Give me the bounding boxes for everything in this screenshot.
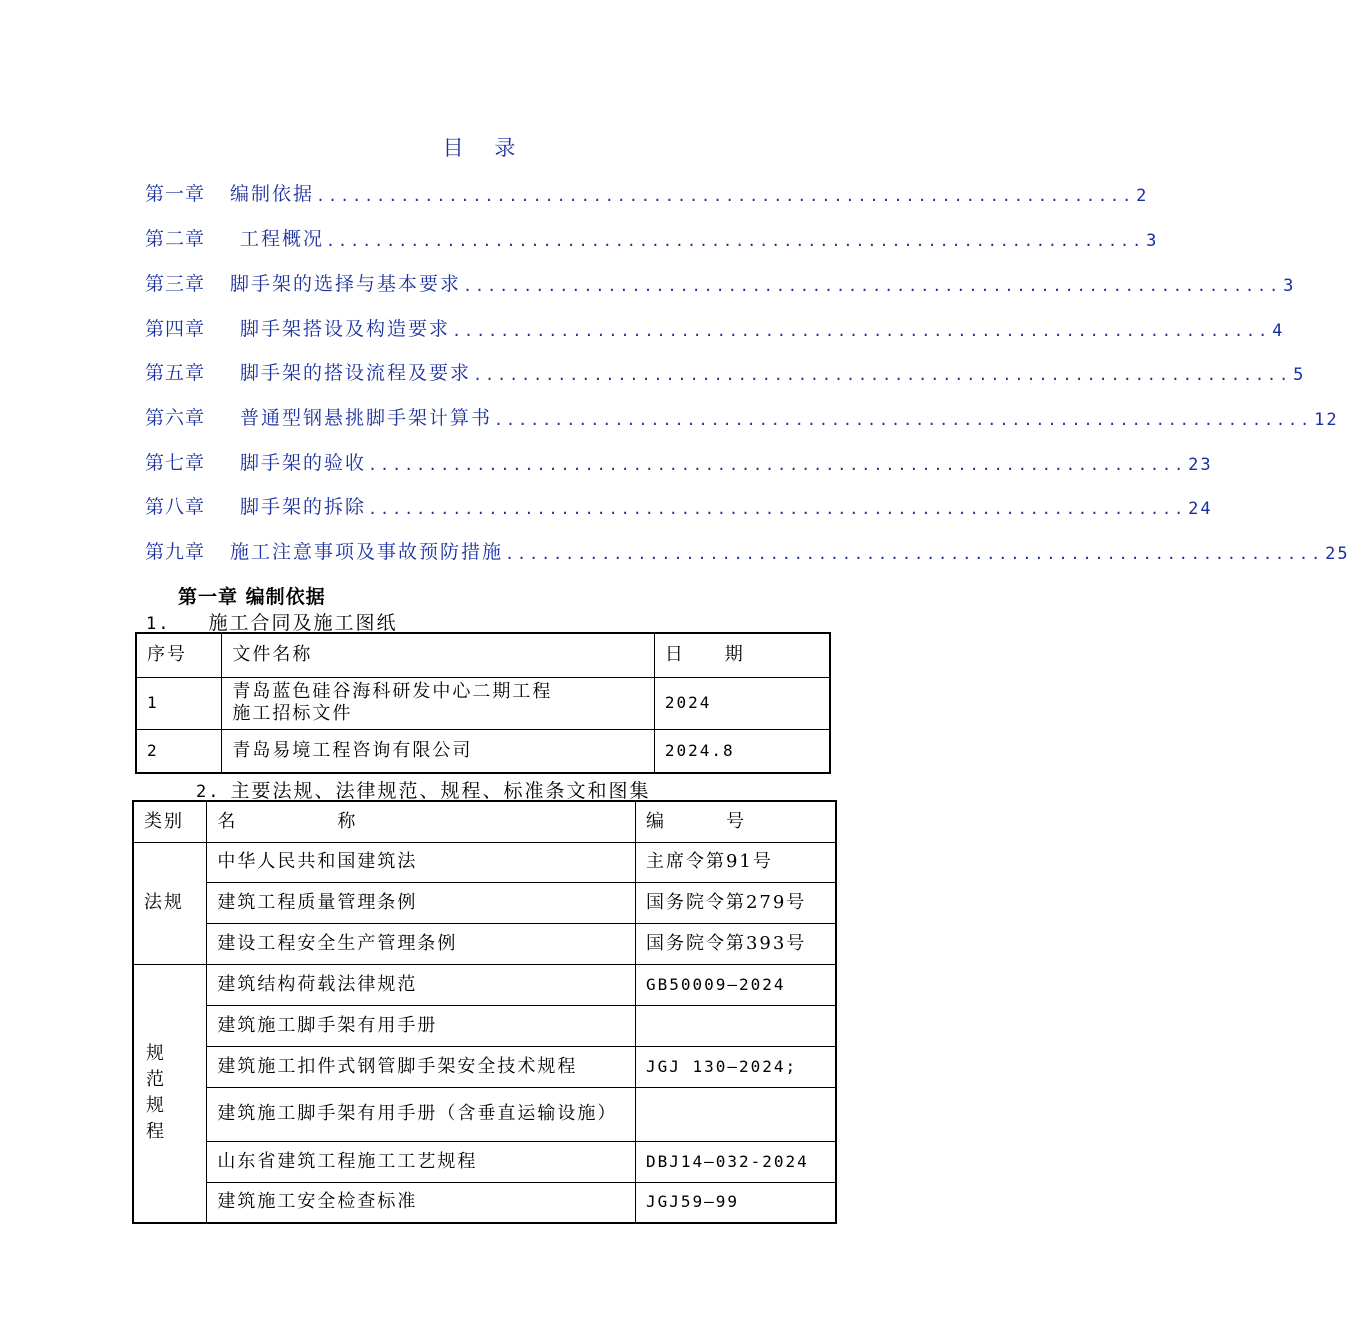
table-row bbox=[133, 964, 836, 1005]
toc-item[interactable] bbox=[145, 485, 1213, 519]
section-heading bbox=[146, 608, 398, 635]
toc-leader-dots: .................................................................... bbox=[316, 187, 1135, 205]
table-row bbox=[133, 1046, 836, 1087]
toc-chapter-title: 脚手架的拆除 bbox=[240, 496, 367, 518]
toc-page-number: 3 bbox=[1283, 276, 1296, 296]
toc-leader-dots: .................................................................... bbox=[463, 277, 1282, 295]
toc-chapter: 第七章 bbox=[145, 452, 206, 474]
regulation-code: DBJ14—032-2024 bbox=[635, 1141, 836, 1182]
table-row bbox=[136, 729, 830, 773]
toc-chapter: 第五章 bbox=[145, 362, 206, 384]
regulation-code: 国务院令第393号 bbox=[635, 923, 836, 964]
toc-chapter: 第六章 bbox=[145, 407, 206, 429]
toc-chapter: 第九章 bbox=[145, 541, 206, 563]
toc-leader-dots: .................................................................... bbox=[452, 322, 1271, 340]
toc-page-number: 4 bbox=[1272, 321, 1285, 341]
document-date: 2024 bbox=[654, 677, 830, 729]
document-date: 2024.8 bbox=[654, 729, 830, 773]
regulation-code: 主席令第91号 bbox=[635, 842, 836, 882]
table-row bbox=[133, 1087, 836, 1141]
header-cell: 序号 bbox=[136, 633, 222, 677]
category-cell bbox=[133, 964, 207, 1223]
table-row bbox=[133, 923, 836, 964]
table-header-row bbox=[133, 801, 836, 842]
category-label: 规范规程 bbox=[146, 1043, 166, 1143]
table-row bbox=[133, 842, 836, 882]
regulation-code: GB50009—2024 bbox=[635, 964, 836, 1005]
toc-chapter: 第二章 bbox=[145, 228, 206, 250]
toc-item[interactable] bbox=[145, 262, 1296, 296]
toc-page-number: 24 bbox=[1188, 499, 1213, 519]
table-row bbox=[133, 1182, 836, 1223]
toc-page-number: 12 bbox=[1314, 410, 1339, 430]
toc-leader-dots: .................................................................... bbox=[494, 411, 1313, 429]
toc-item[interactable] bbox=[145, 307, 1285, 341]
header-cell: 类别 bbox=[133, 801, 207, 842]
toc-item[interactable] bbox=[145, 351, 1306, 385]
section-number: 2. bbox=[196, 782, 221, 802]
toc-item[interactable] bbox=[145, 172, 1149, 206]
toc-item[interactable] bbox=[145, 396, 1339, 430]
header-cell: 名 称 bbox=[207, 801, 636, 842]
toc-leader-dots: .................................................................... bbox=[368, 456, 1187, 474]
regulation-name: 建筑施工脚手架有用手册（含垂直运输设施） bbox=[207, 1087, 636, 1141]
regulation-name: 中华人民共和国建筑法 bbox=[207, 842, 636, 882]
section-number: 1. bbox=[146, 614, 171, 634]
toc-chapter-title: 脚手架的验收 bbox=[240, 452, 367, 474]
regulation-code: 国务院令第279号 bbox=[635, 882, 836, 923]
toc-chapter: 第四章 bbox=[145, 318, 206, 340]
section-heading bbox=[196, 776, 651, 803]
toc-chapter-title: 脚手架的选择与基本要求 bbox=[230, 273, 462, 295]
toc-chapter: 第八章 bbox=[145, 496, 206, 518]
regulation-name: 建筑施工脚手架有用手册 bbox=[207, 1005, 636, 1046]
header-cell: 编 号 bbox=[635, 801, 836, 842]
row-number: 2 bbox=[136, 729, 222, 773]
regulation-code bbox=[635, 1005, 836, 1046]
toc-page-number: 2 bbox=[1136, 186, 1149, 206]
toc-chapter: 第三章 bbox=[145, 273, 206, 295]
document-name-line: 青岛蓝色硅谷海科研发中心二期工程 bbox=[232, 681, 553, 702]
contract-documents-table bbox=[135, 632, 831, 774]
regulation-name: 建筑施工安全检查标准 bbox=[207, 1182, 636, 1223]
toc-chapter-title: 脚手架的搭设流程及要求 bbox=[240, 362, 472, 384]
table-row bbox=[133, 1005, 836, 1046]
regulation-code: JGJ59—99 bbox=[635, 1182, 836, 1223]
regulations-table bbox=[132, 800, 837, 1224]
toc-leader-dots: .................................................................... bbox=[368, 500, 1187, 518]
table-header-row bbox=[136, 633, 830, 677]
regulation-name: 山东省建筑工程施工工艺规程 bbox=[207, 1141, 636, 1182]
toc-page-number: 3 bbox=[1146, 231, 1159, 251]
toc-item[interactable] bbox=[145, 530, 1350, 564]
toc-leader-dots: .................................................................... bbox=[505, 545, 1324, 563]
category-cell: 法规 bbox=[133, 842, 207, 964]
toc-chapter-title: 编制依据 bbox=[230, 183, 315, 205]
regulation-name: 建筑施工扣件式钢管脚手架安全技术规程 bbox=[207, 1046, 636, 1087]
toc-chapter-title: 工程概况 bbox=[240, 228, 325, 250]
toc-page-number: 5 bbox=[1293, 365, 1306, 385]
regulation-name: 建筑结构荷载法律规范 bbox=[207, 964, 636, 1005]
header-cell: 文件名称 bbox=[222, 633, 654, 677]
document-name bbox=[222, 677, 654, 729]
toc-page-number: 23 bbox=[1188, 455, 1213, 475]
regulation-name: 建筑工程质量管理条例 bbox=[207, 882, 636, 923]
table-row bbox=[136, 677, 830, 729]
regulation-name: 建设工程安全生产管理条例 bbox=[207, 923, 636, 964]
header-cell: 日 期 bbox=[654, 633, 830, 677]
toc-leader-dots: .................................................................... bbox=[473, 366, 1292, 384]
document-name-line: 施工招标文件 bbox=[232, 703, 353, 724]
toc-chapter-title: 脚手架搭设及构造要求 bbox=[240, 318, 451, 340]
section-title: 施工合同及施工图纸 bbox=[208, 612, 398, 634]
table-row bbox=[133, 1141, 836, 1182]
toc-leader-dots: .................................................................... bbox=[326, 232, 1145, 250]
toc-page-number: 25 bbox=[1325, 544, 1350, 564]
toc-item[interactable] bbox=[145, 217, 1159, 251]
toc-chapter-title: 普通型钢悬挑脚手架计算书 bbox=[240, 407, 493, 429]
toc-chapter-title: 施工注意事项及事故预防措施 bbox=[230, 541, 504, 563]
chapter-heading: 第一章 编制依据 bbox=[178, 586, 326, 608]
document-name: 青岛易境工程咨询有限公司 bbox=[222, 729, 654, 773]
section-title: 主要法规、法律规范、规程、标准条文和图集 bbox=[230, 780, 651, 802]
toc-item[interactable] bbox=[145, 441, 1213, 475]
row-number: 1 bbox=[136, 677, 222, 729]
regulation-code bbox=[635, 1087, 836, 1141]
toc-title: 目 录 bbox=[442, 136, 528, 160]
table-row bbox=[133, 882, 836, 923]
regulation-code: JGJ 130—2024; bbox=[635, 1046, 836, 1087]
toc-chapter: 第一章 bbox=[145, 183, 206, 205]
